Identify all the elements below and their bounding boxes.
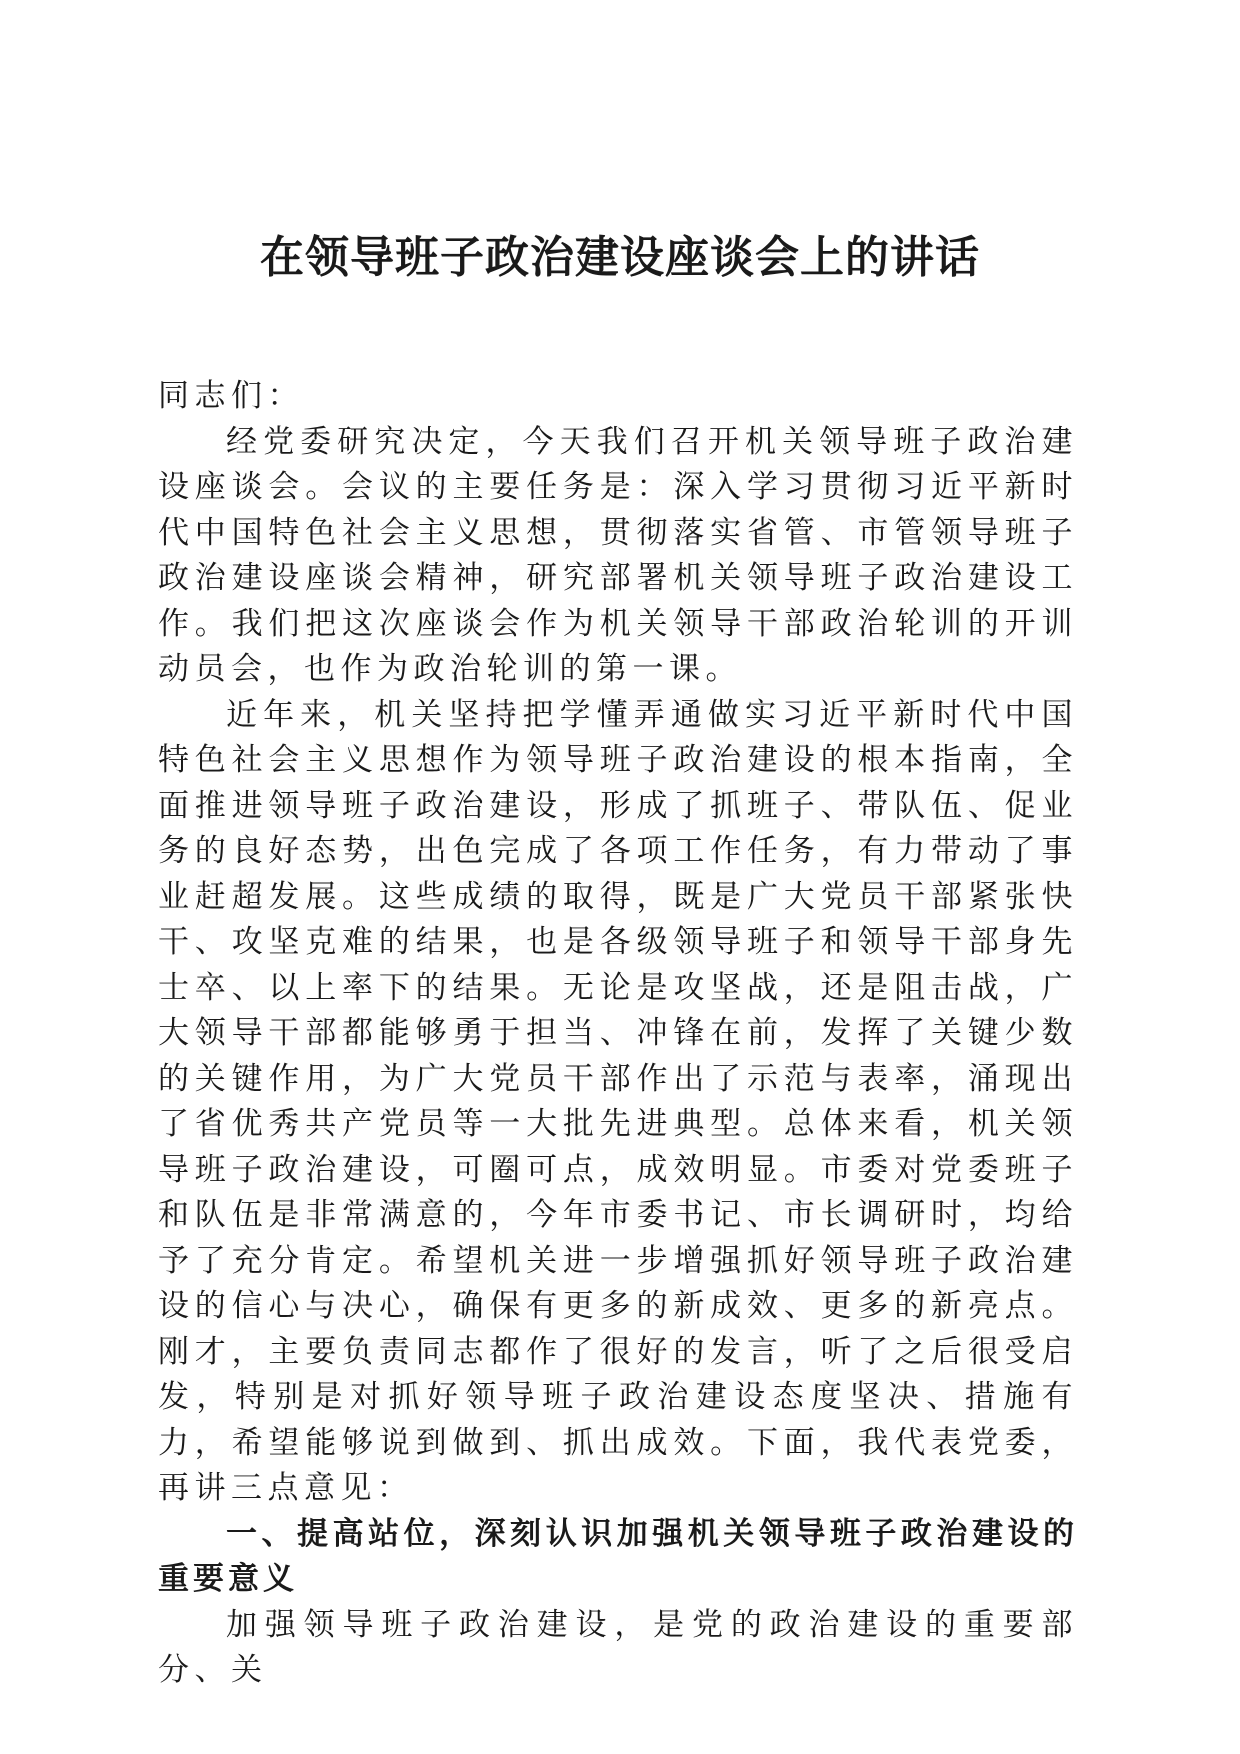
paragraph-section-start: 加强领导班子政治建设，是党的政治建设的重要部分、关 (158, 1606, 1078, 1688)
page-title: 在领导班子政治建设座谈会上的讲话 (260, 232, 980, 283)
salutation: 同志们： (158, 378, 304, 414)
paragraph-achievements: 近年来，机关坚持把学懂弄通做实习近平新时代中国特色社会主义思想作为领导班子政治建设的根本指南，全面推进领导班子政治建设，形成了抓班子、带队伍、促业务的良好态势，出色完成了各项工作任务，有力带动了事业赶超发展。这些成绩的取得，既是广大党员干部紧张快干、攻坚克难的结果，也是各级领导班子和领导干部身先士卒、以上率下的结果。无论是攻坚战，还是阻击战，广大领导干部都能够勇于担当、冲锋在前，发挥了关键少数的关键作用，为广大党员干部作出了示范与表率，涌现出了省优秀共产党员等一大批先进典型。总体来看，机关领导班子政治建设，可圈可点，成效明显。市委对党委班子和队伍是非常满意的，今年市委书记、市长调研时，均给予了充分肯定。希望机关进一步增强抓好领导班子政治建设的信心与决心，确保有更多的新成效、更多的新亮点。刚才，主要负责同志都作了很好的发言，听了之后很受启发，特别是对抓好领导班子政治建设态度坚决、措施有力，希望能够说到做到、抓出成效。下面，我代表党委，再讲三点意见： (158, 696, 1078, 1506)
document-body (158, 374, 1078, 1694)
section-heading: 一、提高站位，深刻认识加强机关领导班子政治建设的重要意义 (158, 1515, 1078, 1597)
paragraph-intro: 经党委研究决定，今天我们召开机关领导班子政治建设座谈会。会议的主要任务是：深入学习贯彻习近平新时代中国特色社会主义思想，贯彻落实省管、市管领导班子政治建设座谈会精神，研究部署机关领导班子政治建设工作。我们把这次座谈会作为机关领导干部政治轮训的开训动员会，也作为政治轮训的第一课。 (158, 423, 1078, 687)
